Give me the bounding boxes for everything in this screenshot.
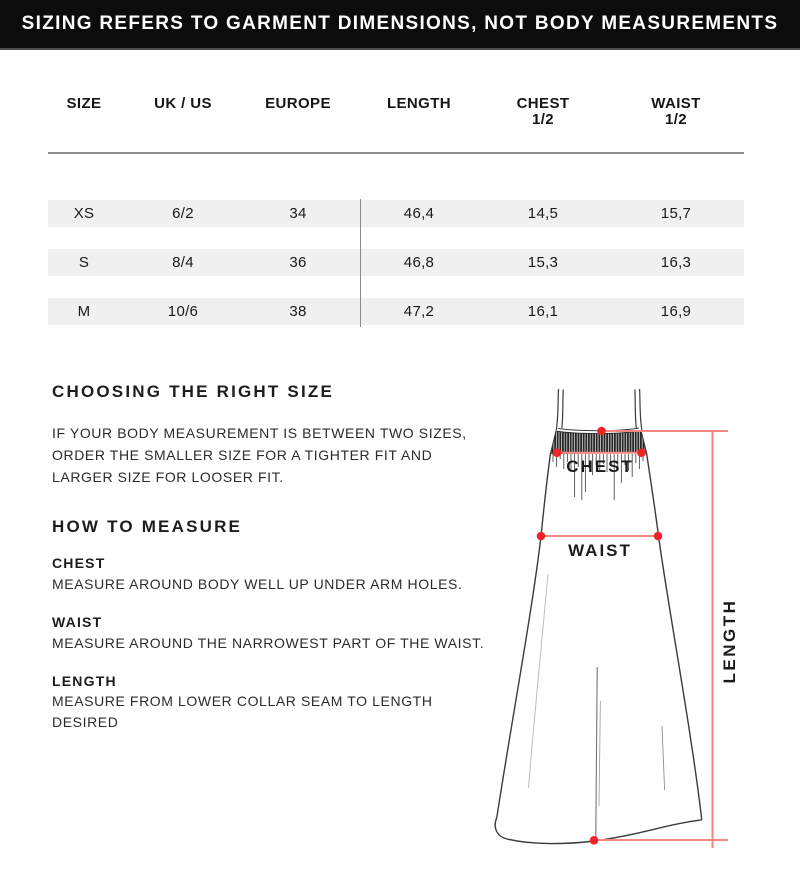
col-header-length: LENGTH: [386, 95, 452, 112]
choosing-size-line: IF YOUR BODY MEASUREMENT IS BETWEEN TWO SIZES,: [52, 425, 467, 441]
cell-waist: 15,7: [660, 205, 692, 222]
cell-ukus: 8/4: [172, 254, 194, 271]
disclaimer-text: SIZING REFERS TO GARMENT DIMENSIONS, NOT BODY MEASUREMENTS: [21, 13, 779, 34]
table-row-s: [48, 249, 744, 276]
choosing-size-line: ORDER THE SMALLER SIZE FOR A TIGHTER FIT AND: [52, 447, 433, 463]
disclaimer-banner: [0, 0, 800, 50]
cell-chest: 16,1: [527, 303, 559, 320]
measure-point-marker: [553, 448, 562, 457]
diagram-waist-label: WAIST: [568, 541, 632, 560]
cell-size: M: [77, 303, 91, 320]
diagram-length-label: LENGTH: [720, 598, 739, 684]
choosing-size-title: CHOOSING THE RIGHT SIZE: [52, 382, 335, 401]
measure-point-marker: [590, 836, 599, 845]
cell-waist: 16,9: [660, 303, 692, 320]
measure-point-marker: [537, 532, 546, 541]
measure-length-label: LENGTH: [52, 673, 117, 689]
col-header-size: SIZE: [66, 95, 102, 112]
dress-illustration: [440, 380, 760, 880]
cell-chest: 14,5: [527, 205, 559, 222]
cell-waist: 16,3: [660, 254, 692, 271]
cell-chest: 15,3: [527, 254, 559, 271]
cell-len: 46,4: [403, 205, 435, 222]
cell-ukus: 10/6: [167, 303, 199, 320]
measure-chest-text: MEASURE AROUND BODY WELL UP UNDER ARM HOLES.: [52, 576, 463, 592]
col-header-uk-us: UK / US: [154, 95, 212, 112]
measure-point-marker: [654, 532, 663, 541]
col-header-chest: CHEST 1/2: [516, 95, 570, 128]
col-header-waist: WAIST 1/2: [651, 95, 701, 128]
cell-size: S: [78, 254, 90, 271]
cell-eu: 34: [289, 205, 307, 222]
dress-outline: [495, 453, 702, 844]
measure-chest-label: CHEST: [52, 555, 106, 571]
choosing-size-line: LARGER SIZE FOR LOOSER FIT.: [52, 469, 284, 485]
table-column-divider: [360, 199, 361, 327]
measure-length-text: MEASURE FROM LOWER COLLAR SEAM TO LENGTH: [52, 693, 433, 709]
col-header-europe: EUROPE: [265, 95, 331, 112]
cell-size: XS: [73, 205, 95, 222]
measure-point-marker: [597, 427, 606, 436]
measure-waist-text: MEASURE AROUND THE NARROWEST PART OF THE WAIST.: [52, 635, 485, 651]
table-row-m: [48, 298, 744, 325]
dress-straps: [556, 389, 642, 430]
header-divider-rule: [48, 152, 744, 154]
cell-eu: 36: [289, 254, 307, 271]
measure-point-marker: [637, 448, 646, 457]
how-to-measure-title: HOW TO MEASURE: [52, 517, 243, 536]
cell-ukus: 6/2: [172, 205, 194, 222]
table-row-xs: [48, 200, 744, 227]
skirt-fold-lines: [529, 574, 665, 838]
diagram-chest-label: CHEST: [566, 457, 634, 476]
measure-waist-label: WAIST: [52, 614, 103, 630]
cell-eu: 38: [289, 303, 307, 320]
measure-length-text: DESIRED: [52, 714, 119, 730]
cell-len: 47,2: [403, 303, 435, 320]
cell-len: 46,8: [403, 254, 435, 271]
